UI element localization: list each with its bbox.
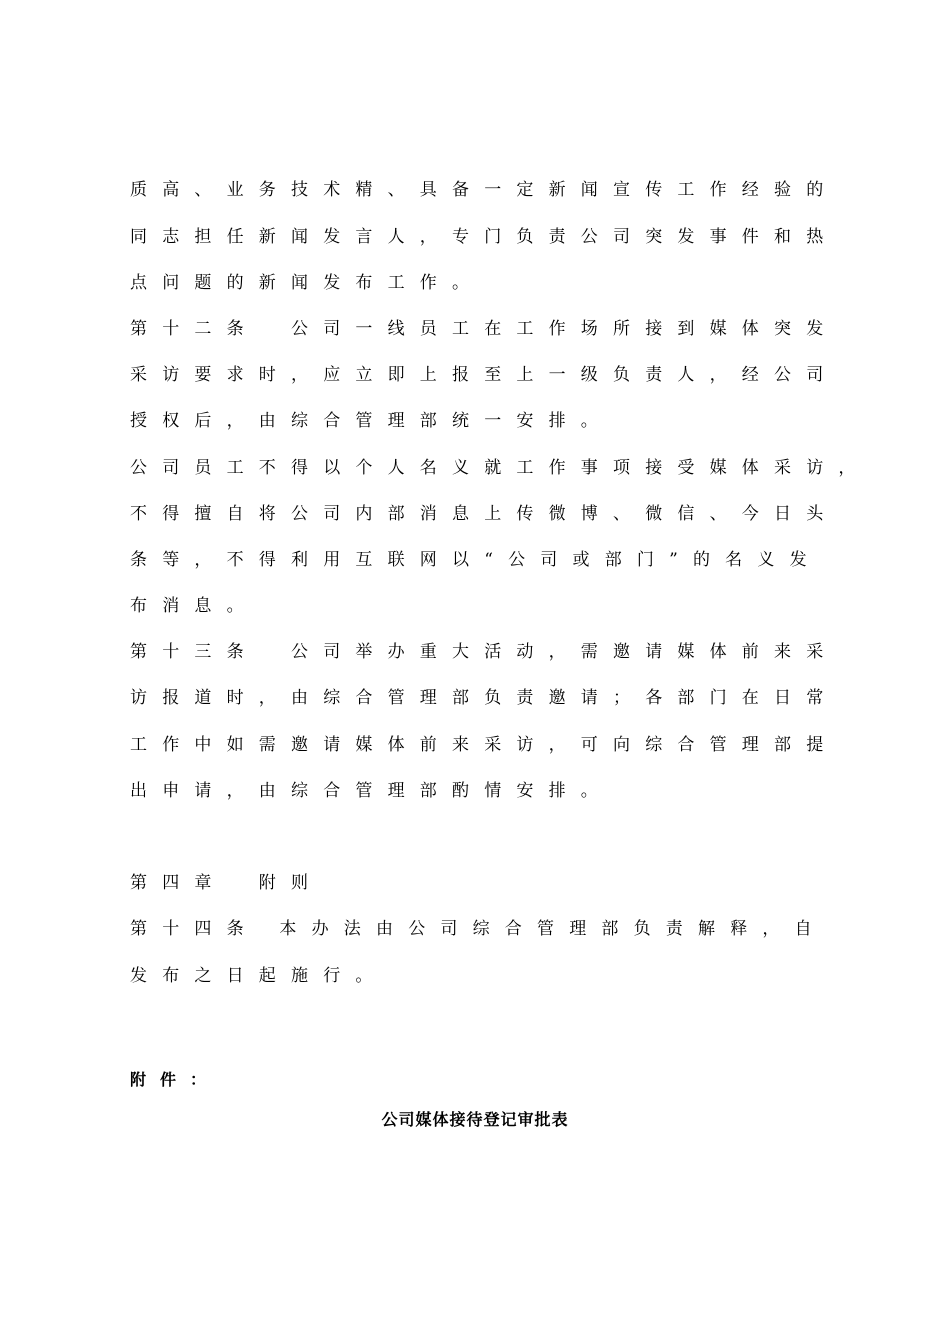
body-text-line: 条等，不得利用互联网以“公司或部门”的名义发: [130, 550, 822, 570]
body-text-line: 访报道时，由综合管理部负责邀请；各部门在日常: [130, 688, 839, 708]
article-14-line: 第十四条 本办法由公司综合管理部负责解释，自: [130, 919, 827, 939]
body-text-line: 出申请，由综合管理部酌情安排。: [130, 781, 613, 801]
body-text-line: 授权后，由综合管理部统一安排。: [130, 411, 613, 431]
article-12-line: 第十二条 公司一线员工在工作场所接到媒体突发: [130, 319, 839, 339]
table-title: 公司媒体接待登记审批表: [381, 1110, 569, 1129]
body-text-line: 工作中如需邀请媒体前来采访，可向综合管理部提: [130, 735, 839, 755]
body-text-line: 布消息。: [130, 596, 259, 616]
body-text-line: 发布之日起施行。: [130, 966, 388, 986]
body-text-line: 同志担任新闻发言人，专门负责公司突发事件和热: [130, 227, 839, 247]
body-text-line: 点问题的新闻发布工作。: [130, 273, 485, 293]
body-text-line: 公司员工不得以个人名义就工作事项接受媒体采访，: [130, 458, 871, 478]
body-text-line: 质高、业务技术精、具备一定新闻宣传工作经验的: [130, 180, 839, 200]
article-13-line: 第十三条 公司举办重大活动，需邀请媒体前来采: [130, 642, 839, 662]
body-text-line: 采访要求时，应立即上报至上一级负责人，经公司: [130, 365, 839, 385]
chapter-heading: 第四章 附则: [130, 873, 324, 893]
body-text-line: 不得擅自将公司内部消息上传微博、微信、今日头: [130, 504, 839, 524]
attachment-label: 附件：: [130, 1070, 221, 1089]
